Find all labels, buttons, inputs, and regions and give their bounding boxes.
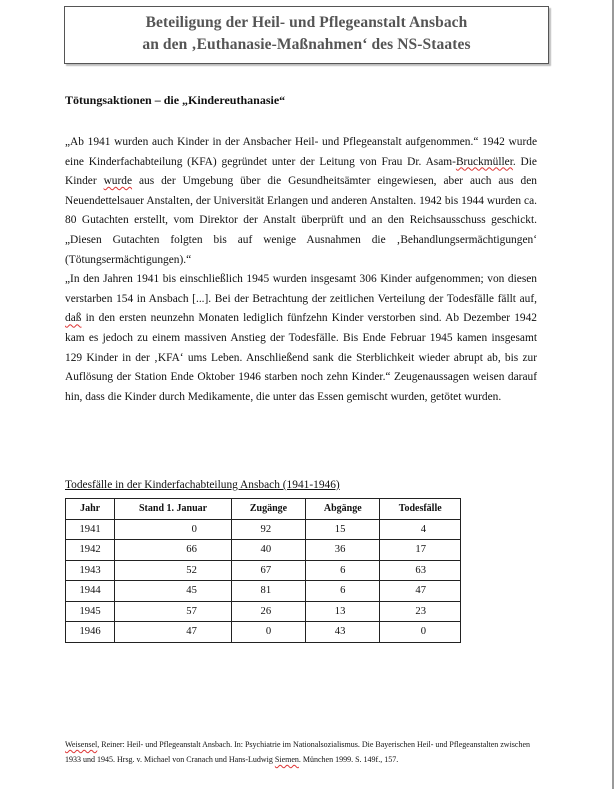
cell-year: 1942 bbox=[66, 540, 115, 561]
cell-abgaenge: 13 bbox=[306, 601, 380, 622]
title-line-1: Beteiligung der Heil- und Pflegeanstalt Ansbach bbox=[145, 14, 468, 31]
paragraph-1-part-e: aus der Umgebung über die Gesundheitsämter eingewiesen, aber auch aus den Neuendettelsauer Anstalten, der Universität Erlangen und anderen Anstalten. 1942 bis 1944 wurden ca. 80 Gutachten erstellt, vom Direktor der Anstalt überprüft und an den Reichsausschuss geschickt. „Diesen Gutachten folgten bis auf wenige Ausnahmen die ‚Behandlungsermächtigungen‘ (Tötungsermächtigungen).“ bbox=[65, 175, 537, 266]
cell-abgaenge: 6 bbox=[306, 581, 380, 602]
cell-zugaenge: 92 bbox=[231, 519, 305, 540]
spellcheck-word-dass: daß bbox=[65, 312, 82, 325]
cell-abgaenge: 6 bbox=[306, 560, 380, 581]
table-row bbox=[66, 601, 461, 622]
cell-todesfaelle: 0 bbox=[380, 622, 461, 643]
cell-zugaenge: 26 bbox=[231, 601, 305, 622]
cell-year: 1945 bbox=[66, 601, 115, 622]
cell-todesfaelle: 4 bbox=[380, 519, 461, 540]
spellcheck-word-wurde: wurde bbox=[103, 175, 133, 188]
header-stand: Stand 1. Januar bbox=[115, 499, 232, 520]
cell-abgaenge: 36 bbox=[306, 540, 380, 561]
paragraph-1-part-c: . Die Kinder bbox=[65, 155, 537, 188]
table-caption: Todesfälle in der Kinderfachabteilung Ansbach (1941-1946) bbox=[65, 479, 340, 491]
cell-stand: 57 bbox=[115, 601, 232, 622]
cell-todesfaelle: 23 bbox=[380, 601, 461, 622]
data-table bbox=[65, 498, 461, 643]
cell-zugaenge: 67 bbox=[231, 560, 305, 581]
table-header-row bbox=[66, 499, 461, 520]
paragraph-1 bbox=[65, 133, 537, 270]
cell-year: 1943 bbox=[66, 560, 115, 581]
paragraph-2-part-a: „In den Jahren 1941 bis einschließlich 1945 wurden insgesamt 306 Kinder aufgenommen; von diesen verstarben 154 in Ansbach [...]. Bei der Betrachtung der zeitlichen Verteilung der Todesfälle fällt auf, bbox=[65, 273, 537, 305]
cell-todesfaelle: 47 bbox=[380, 581, 461, 602]
cell-todesfaelle: 63 bbox=[380, 560, 461, 581]
cell-abgaenge: 15 bbox=[306, 519, 380, 540]
cell-year: 1946 bbox=[66, 622, 115, 643]
body-text bbox=[65, 133, 537, 407]
paragraph-2 bbox=[65, 270, 537, 407]
cell-abgaenge: 43 bbox=[306, 622, 380, 643]
footnote-part-b: . München 1999. S. 149f., 157. bbox=[298, 755, 399, 764]
paragraph-1-part-a: „Ab 1941 wurden auch Kinder in der Ansbacher Heil- und Pflegeanstalt aufgenommen.“ 1942 wurde eine Kinderfachabteilung (KFA) gegründet unter der Leitung von Frau Dr. Asam- bbox=[65, 136, 537, 168]
footnote-editor: Siemen bbox=[274, 755, 299, 764]
cell-stand: 52 bbox=[115, 560, 232, 581]
header-todesfaelle: Todesfälle bbox=[380, 499, 461, 520]
table-row bbox=[66, 622, 461, 643]
cell-zugaenge: 81 bbox=[231, 581, 305, 602]
footnote bbox=[65, 737, 545, 767]
cell-todesfaelle: 17 bbox=[380, 540, 461, 561]
footnote-part-a: , Reiner: Heil- und Pflegeanstalt Ansbach. In: Psychiatrie im Nationalsozialismus. Die Bayerischen Heil- und Pflegeanstalten zwischen 1933 und 1945. Hrsg. v. Michael von Cranach und Hans-Ludwig bbox=[65, 740, 531, 764]
table-row bbox=[66, 540, 461, 561]
cell-year: 1944 bbox=[66, 581, 115, 602]
header-jahr: Jahr bbox=[66, 499, 115, 520]
title-line-2: an den ‚Euthanasie-Maßnahmen‘ des NS-Staates bbox=[142, 36, 471, 53]
cell-stand: 0 bbox=[115, 519, 232, 540]
header-abgaenge: Abgänge bbox=[306, 499, 380, 520]
cell-year: 1941 bbox=[66, 519, 115, 540]
cell-zugaenge: 0 bbox=[231, 622, 305, 643]
table-row bbox=[66, 519, 461, 540]
footnote-author: Weisensel bbox=[65, 740, 98, 749]
cell-stand: 47 bbox=[115, 622, 232, 643]
table-row bbox=[66, 581, 461, 602]
header-zugaenge: Zugänge bbox=[231, 499, 305, 520]
cell-zugaenge: 40 bbox=[231, 540, 305, 561]
cell-stand: 66 bbox=[115, 540, 232, 561]
spellcheck-word-bruckmueller: Bruckmüller bbox=[455, 155, 513, 168]
cell-stand: 45 bbox=[115, 581, 232, 602]
title-box bbox=[64, 6, 549, 64]
section-heading: Tötungsaktionen – die „Kindereuthanasie“ bbox=[65, 93, 286, 107]
table-row bbox=[66, 560, 461, 581]
paragraph-2-part-c: in den ersten neunzehn Monaten lediglich fünfzehn Kinder verstorben sind. Ab Dezember 1942 kam es jedoch zu einem massiven Anstieg der Todesfälle. Bis Ende Februar 1945 kamen insgesamt 129 Kinder in der ‚KFA‘ ums Leben. Anschließend sank die Sterblichkeit wieder abrupt ab, bis zur Auflösung der Station Ende Oktober 1946 starben noch zehn Kinder.“ Zeugenaussagen weisen darauf hin, dass die Kinder durch Medikamente, die unter das Essen gemischt wurden, getötet wurden. bbox=[65, 312, 537, 403]
